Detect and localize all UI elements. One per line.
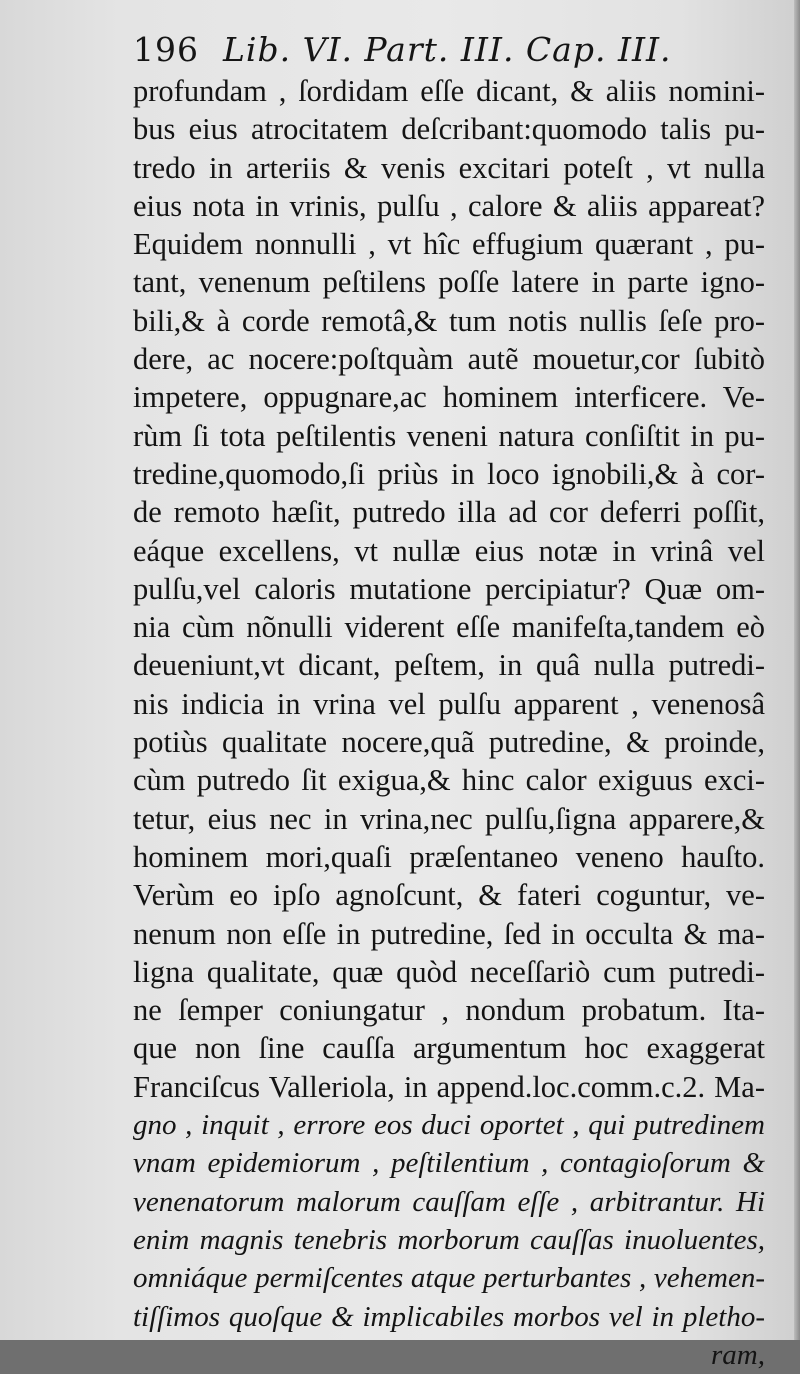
text-line: Equidem nonnulli , vt hîc effugium quærant , pu- [133, 227, 765, 262]
text-line: omniáque permiſcentes atque perturbantes , vehemen- [133, 1262, 765, 1295]
text-line: hominem mori,quaſi præſentaneo veneno hauſto. [133, 839, 765, 874]
text-line: enim magnis tenebris morborum cauſſas inuoluentes, [133, 1223, 765, 1256]
running-title: Lib. VI. Part. III. Cap. III. [223, 30, 672, 69]
text-line: tetur, eius nec in vrina,nec pulſu,ſigna apparere,& [133, 801, 765, 836]
text-line: eius nota in vrinis, pulſu , calore & aliis appareat? [133, 188, 765, 223]
catchword: ram, [711, 1338, 765, 1371]
text-line: cùm putredo ſit exigua,& hinc calor exiguus exci- [133, 763, 765, 798]
text-line: Franciſcus Valleriola, in append.loc.comm.c.2. Ma- [133, 1069, 765, 1104]
text-line: tredo in arteriis & venis excitari poteſt , vt nulla [133, 150, 765, 185]
text-line: impetere, oppugnare,ac hominem interficere. Ve- [133, 380, 765, 415]
text-line: Verùm eo ipſo agnoſcunt, & fateri coguntur, ve- [133, 878, 765, 913]
body-text [133, 72, 765, 1374]
text-line: profundam , ſordidam eſſe dicant, & aliis nomini- [133, 74, 765, 108]
text-line: potiùs qualitate nocere,quã putredine, & proinde, [133, 725, 765, 760]
text-line: bus eius atrocitatem deſcribant:quomodo talis pu- [133, 112, 765, 147]
text-line: nis indicia in vrina vel pulſu apparent , venenosâ [133, 686, 765, 721]
page-edge-shadow [794, 0, 800, 1340]
text-line: bili,& à corde remotâ,& tum notis nullis ſeſe pro- [133, 303, 765, 338]
text-line: eáque excellens, vt nullæ eius notæ in vrinâ vel [133, 533, 765, 568]
text-line: que non ſine cauſſa argumentum hoc exaggerat [133, 1031, 765, 1066]
text-line: dere, ac nocere:poſtquàm autẽ mouetur,cor ſubitò [133, 342, 765, 377]
text-line: tredine,quomodo,ſi priùs in loco ignobili,& à cor- [133, 456, 765, 491]
text-line: nenum non eſſe in putredine, ſed in occulta & ma- [133, 916, 765, 951]
text-line: deueniunt,vt dicant, peſtem, in quâ nulla putredi- [133, 648, 765, 683]
text-line: ligna qualitate, quæ quòd neceſſariò cum putredi- [133, 954, 765, 989]
text-line: tiſſimos quoſque & implicabiles morbos vel in pletho- [133, 1300, 765, 1333]
running-header [133, 30, 672, 69]
text-line: de remoto hæſit, putredo illa ad cor deferri poſſit, [133, 495, 765, 530]
text-line: tant, venenum peſtilens poſſe latere in parte igno- [133, 265, 765, 300]
text-line: venenatorum malorum cauſſam eſſe , arbitrantur. Hi [133, 1185, 765, 1218]
text-line: ne ſemper coniungatur , nondum probatum. Ita- [133, 993, 765, 1028]
page-number: 196 [133, 30, 199, 69]
text-line: rùm ſi tota peſtilentis veneni natura conſiſtit in pu- [133, 418, 765, 453]
text-line: gno , inquit , errore eos duci oportet , qui putredinem [133, 1109, 765, 1142]
text-line: pulſu,vel caloris mutatione percipiatur? Quæ om- [133, 571, 765, 606]
text-line: vnam epidemiorum , peſtilentium , contagioſorum & [133, 1147, 765, 1180]
text-line: nia cùm nõnulli viderent eſſe manifeſta,tandem eò [133, 610, 765, 645]
